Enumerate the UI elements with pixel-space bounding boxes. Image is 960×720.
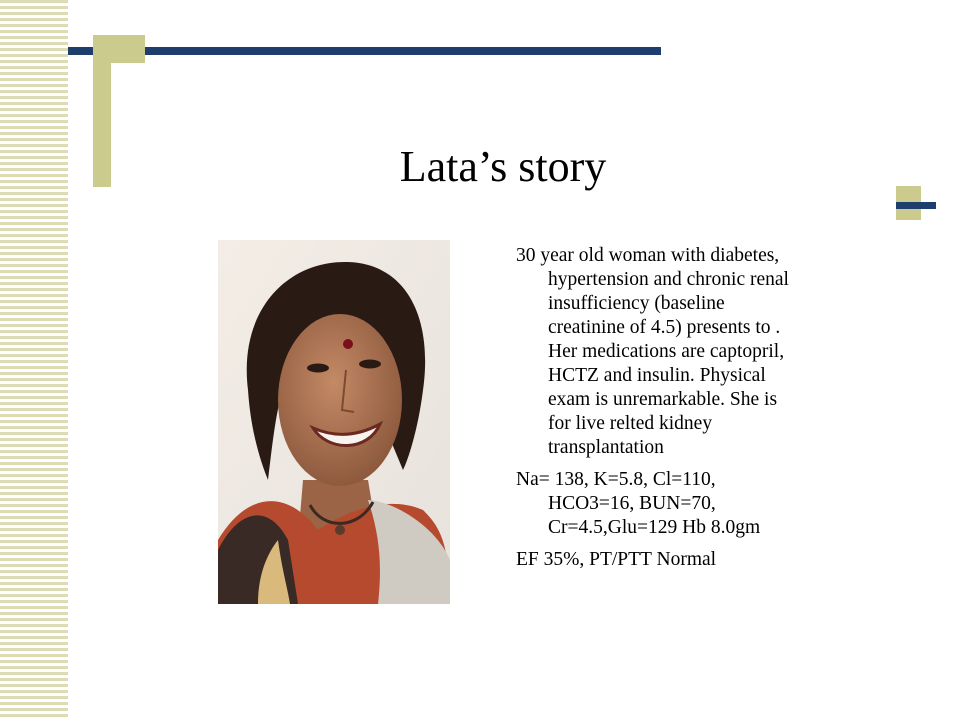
case-description (516, 244, 836, 580)
text-line: transplantation (548, 437, 664, 458)
text-line: hypertension and chronic renal (548, 269, 789, 290)
striped-margin-decoration (0, 0, 68, 720)
slide-title: Lata’s story (399, 142, 607, 191)
paragraph-ef (516, 548, 836, 572)
top-navy-rule (68, 47, 661, 55)
text-line: insufficiency (baseline (548, 293, 725, 314)
portrait-photo (218, 240, 450, 604)
text-line: 30 year old woman with diabetes, (516, 245, 780, 266)
text-line: for live relted kidney (548, 413, 713, 434)
paragraph-labs (516, 468, 836, 540)
olive-corner-horizontal (93, 35, 145, 63)
text-line: EF 35%, PT/PTT Normal (516, 549, 717, 570)
text-line: Na= 138, K=5.8, Cl=110, (516, 469, 716, 490)
text-line: creatinine of 4.5) presents to . (548, 317, 781, 338)
text-line: Cr=4.5,Glu=129 Hb 8.0gm (548, 517, 761, 538)
text-line: HCO3=16, BUN=70, (548, 493, 716, 514)
text-line: exam is unremarkable. She is (548, 389, 778, 410)
right-navy-dash (896, 202, 936, 209)
text-line: HCTZ and insulin. Physical (548, 365, 766, 386)
text-line: Her medications are captopril, (548, 341, 785, 362)
paragraph-history (516, 244, 836, 460)
